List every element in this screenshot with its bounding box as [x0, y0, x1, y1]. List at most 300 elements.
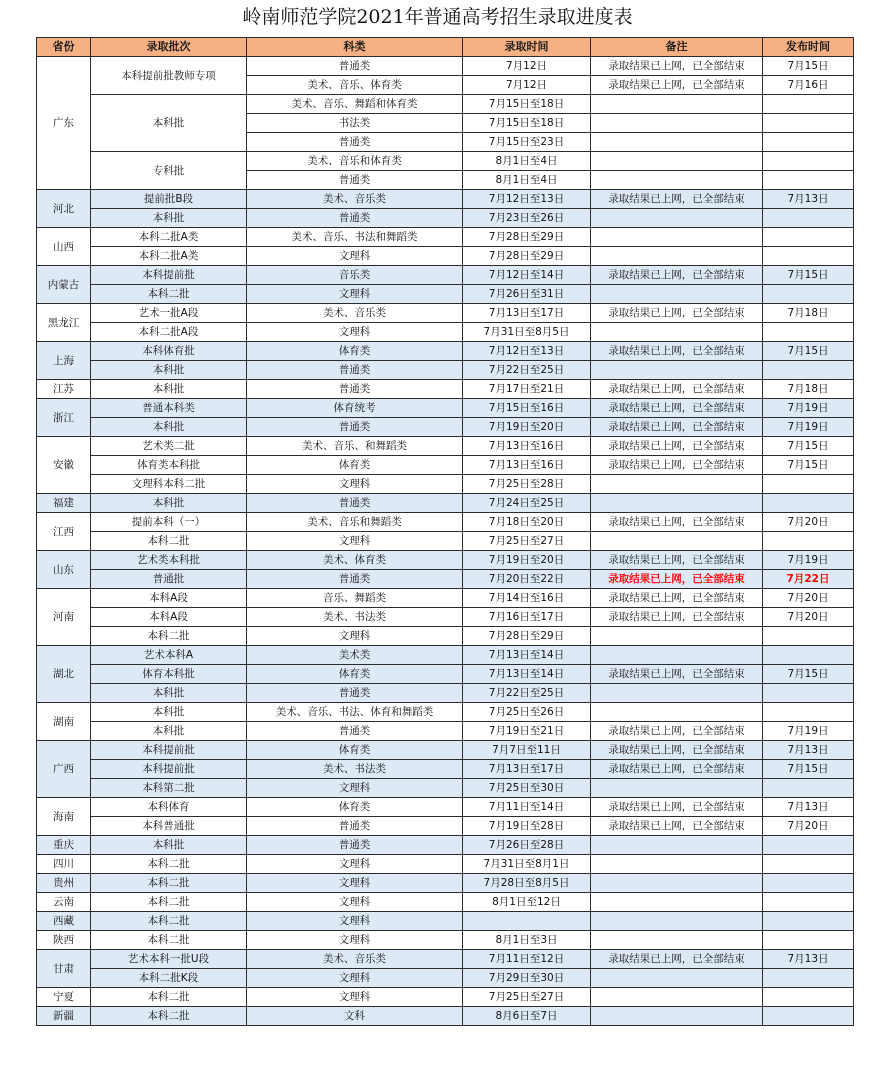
cell-note: 录取结果已上网，已全部结束 [591, 76, 763, 95]
table-row [37, 779, 854, 798]
cell-category: 文理科 [247, 855, 463, 874]
cell-category: 文理科 [247, 285, 463, 304]
cell-batch: 本科A段 [91, 608, 247, 627]
table-row [37, 190, 854, 209]
cell-publish-time: 7月20日 [763, 817, 854, 836]
cell-publish-time [763, 361, 854, 380]
table-row [37, 209, 854, 228]
table-row [37, 893, 854, 912]
cell-admission-time: 8月6日至7日 [463, 1007, 591, 1026]
cell-category: 美术、音乐和体育类 [247, 152, 463, 171]
cell-note [591, 361, 763, 380]
cell-batch: 艺术本科一批U段 [91, 950, 247, 969]
cell-category: 普通类 [247, 57, 463, 76]
cell-admission-time: 7月20日至22日 [463, 570, 591, 589]
cell-admission-time: 7月28日至8月5日 [463, 874, 591, 893]
cell-batch: 本科提前批 [91, 760, 247, 779]
cell-note [591, 836, 763, 855]
cell-publish-time [763, 133, 854, 152]
cell-batch: 本科批 [91, 361, 247, 380]
cell-province: 新疆 [37, 1007, 91, 1026]
cell-province: 河南 [37, 589, 91, 646]
table-row [37, 855, 854, 874]
table-row [37, 513, 854, 532]
cell-category: 美术、书法类 [247, 608, 463, 627]
cell-admission-time: 8月1日至12日 [463, 893, 591, 912]
cell-admission-time: 7月14日至16日 [463, 589, 591, 608]
cell-category: 文理科 [247, 912, 463, 931]
cell-admission-time: 7月25日至30日 [463, 779, 591, 798]
header-admission-time: 录取时间 [463, 38, 591, 57]
cell-admission-time: 7月15日至18日 [463, 95, 591, 114]
table-row [37, 627, 854, 646]
cell-batch: 本科提前批 [91, 741, 247, 760]
cell-publish-time [763, 836, 854, 855]
cell-admission-time: 7月7日至11日 [463, 741, 591, 760]
cell-province: 甘肃 [37, 950, 91, 988]
cell-admission-time: 7月13日至16日 [463, 456, 591, 475]
cell-publish-time: 7月19日 [763, 399, 854, 418]
cell-province: 浙江 [37, 399, 91, 437]
cell-publish-time: 7月18日 [763, 380, 854, 399]
table-row [37, 399, 854, 418]
cell-category: 体育类 [247, 741, 463, 760]
cell-batch: 本科二批A类 [91, 247, 247, 266]
cell-category: 美术、体育类 [247, 551, 463, 570]
cell-publish-time: 7月13日 [763, 190, 854, 209]
cell-admission-time: 7月13日至14日 [463, 646, 591, 665]
table-row [37, 703, 854, 722]
cell-admission-time: 7月15日至16日 [463, 399, 591, 418]
cell-batch: 本科批 [91, 836, 247, 855]
header-category: 科类 [247, 38, 463, 57]
cell-note [591, 703, 763, 722]
cell-batch: 本科A段 [91, 589, 247, 608]
cell-publish-time [763, 912, 854, 931]
cell-province: 宁夏 [37, 988, 91, 1007]
cell-category: 普通类 [247, 133, 463, 152]
cell-admission-time: 7月15日至18日 [463, 114, 591, 133]
cell-note [591, 646, 763, 665]
cell-admission-time: 7月12日至14日 [463, 266, 591, 285]
cell-province: 安徽 [37, 437, 91, 494]
cell-batch: 本科二批 [91, 931, 247, 950]
cell-province: 上海 [37, 342, 91, 380]
cell-batch: 艺术一批A段 [91, 304, 247, 323]
cell-batch: 本科批 [91, 684, 247, 703]
cell-admission-time: 8月1日至4日 [463, 152, 591, 171]
cell-publish-time [763, 114, 854, 133]
cell-note [591, 912, 763, 931]
cell-batch: 普通批 [91, 570, 247, 589]
cell-batch: 本科二批 [91, 532, 247, 551]
cell-admission-time: 7月12日 [463, 76, 591, 95]
table-row [37, 247, 854, 266]
cell-note [591, 475, 763, 494]
cell-publish-time: 7月20日 [763, 513, 854, 532]
cell-province: 云南 [37, 893, 91, 912]
cell-note [591, 285, 763, 304]
table-body [37, 57, 854, 1026]
cell-category: 美术、音乐、书法、体育和舞蹈类 [247, 703, 463, 722]
cell-note [591, 532, 763, 551]
cell-admission-time: 7月17日至21日 [463, 380, 591, 399]
cell-publish-time: 7月15日 [763, 456, 854, 475]
cell-category: 普通类 [247, 722, 463, 741]
cell-admission-time: 8月1日至3日 [463, 931, 591, 950]
cell-note: 录取结果已上网，已全部结束 [591, 760, 763, 779]
cell-category: 普通类 [247, 817, 463, 836]
cell-batch: 普通本科类 [91, 399, 247, 418]
cell-admission-time: 7月22日至25日 [463, 684, 591, 703]
cell-category: 美术、音乐、书法和舞蹈类 [247, 228, 463, 247]
cell-note [591, 1007, 763, 1026]
table-row [37, 836, 854, 855]
cell-province: 湖北 [37, 646, 91, 703]
cell-category: 普通类 [247, 209, 463, 228]
cell-publish-time [763, 874, 854, 893]
cell-note [591, 627, 763, 646]
table-row [37, 589, 854, 608]
cell-note [591, 228, 763, 247]
cell-province: 广东 [37, 57, 91, 190]
cell-category: 体育类 [247, 456, 463, 475]
cell-note: 录取结果已上网，已全部结束 [591, 817, 763, 836]
cell-publish-time [763, 171, 854, 190]
cell-category: 体育统考 [247, 399, 463, 418]
table-row [37, 228, 854, 247]
cell-publish-time [763, 931, 854, 950]
cell-note [591, 874, 763, 893]
cell-province: 河北 [37, 190, 91, 228]
header-publish-time: 发布时间 [763, 38, 854, 57]
table-row [37, 304, 854, 323]
cell-note [591, 152, 763, 171]
cell-province: 山西 [37, 228, 91, 266]
table-row [37, 152, 854, 171]
table-row [37, 285, 854, 304]
cell-admission-time: 7月19日至21日 [463, 722, 591, 741]
cell-admission-time: 7月26日至28日 [463, 836, 591, 855]
table-row [37, 608, 854, 627]
cell-batch: 本科二批 [91, 285, 247, 304]
cell-batch: 本科批 [91, 380, 247, 399]
table-row [37, 570, 854, 589]
cell-category: 书法类 [247, 114, 463, 133]
cell-category: 文理科 [247, 874, 463, 893]
cell-category: 文理科 [247, 627, 463, 646]
cell-category: 美术、书法类 [247, 760, 463, 779]
table-row [37, 665, 854, 684]
table-row [37, 931, 854, 950]
table-row [37, 95, 854, 114]
cell-note: 录取结果已上网，已全部结束 [591, 342, 763, 361]
cell-note: 录取结果已上网，已全部结束 [591, 722, 763, 741]
cell-publish-time: 7月15日 [763, 437, 854, 456]
cell-admission-time: 7月18日至20日 [463, 513, 591, 532]
cell-province: 山东 [37, 551, 91, 589]
cell-note: 录取结果已上网，已全部结束 [591, 266, 763, 285]
cell-category: 文理科 [247, 893, 463, 912]
cell-publish-time [763, 475, 854, 494]
cell-category: 文理科 [247, 475, 463, 494]
cell-note: 录取结果已上网，已全部结束 [591, 399, 763, 418]
cell-note: 录取结果已上网，已全部结束 [591, 665, 763, 684]
cell-batch: 本科批 [91, 494, 247, 513]
cell-note [591, 247, 763, 266]
cell-province: 湖南 [37, 703, 91, 741]
cell-publish-time [763, 532, 854, 551]
cell-batch: 本科二批 [91, 893, 247, 912]
page-title: 岭南师范学院2021年普通高考招生录取进度表 [242, 6, 633, 28]
table-row [37, 646, 854, 665]
cell-admission-time: 7月25日至27日 [463, 988, 591, 1007]
cell-province: 海南 [37, 798, 91, 836]
cell-batch: 本科批 [91, 722, 247, 741]
cell-batch: 本科二批A段 [91, 323, 247, 342]
cell-batch: 本科二批 [91, 874, 247, 893]
table-row [37, 760, 854, 779]
admission-progress-table [36, 37, 854, 1026]
cell-note: 录取结果已上网，已全部结束 [591, 437, 763, 456]
cell-category: 美术类 [247, 646, 463, 665]
table-row [37, 532, 854, 551]
cell-category: 美术、音乐、体育类 [247, 76, 463, 95]
cell-note [591, 969, 763, 988]
cell-publish-time: 7月15日 [763, 665, 854, 684]
cell-note [591, 988, 763, 1007]
cell-note: 录取结果已上网，已全部结束 [591, 950, 763, 969]
table-row [37, 874, 854, 893]
cell-publish-time [763, 703, 854, 722]
cell-province: 西藏 [37, 912, 91, 931]
cell-category: 音乐类 [247, 266, 463, 285]
cell-batch: 体育本科批 [91, 665, 247, 684]
cell-publish-time: 7月15日 [763, 760, 854, 779]
cell-note [591, 133, 763, 152]
cell-note: 录取结果已上网，已全部结束 [591, 570, 763, 589]
cell-note [591, 779, 763, 798]
cell-category: 普通类 [247, 684, 463, 703]
table-row [37, 266, 854, 285]
cell-category: 普通类 [247, 380, 463, 399]
cell-batch: 本科二批A类 [91, 228, 247, 247]
cell-batch: 本科二批 [91, 912, 247, 931]
cell-publish-time: 7月22日 [763, 570, 854, 589]
cell-batch: 本科二批 [91, 1007, 247, 1026]
cell-admission-time: 7月22日至25日 [463, 361, 591, 380]
table-row [37, 1007, 854, 1026]
cell-category: 普通类 [247, 361, 463, 380]
cell-admission-time: 7月28日至29日 [463, 627, 591, 646]
table-row [37, 950, 854, 969]
cell-batch: 本科体育批 [91, 342, 247, 361]
cell-province: 陕西 [37, 931, 91, 950]
cell-category: 文理科 [247, 323, 463, 342]
cell-publish-time: 7月18日 [763, 304, 854, 323]
cell-category: 普通类 [247, 418, 463, 437]
cell-category: 文理科 [247, 988, 463, 1007]
cell-admission-time: 7月13日至14日 [463, 665, 591, 684]
cell-note [591, 931, 763, 950]
cell-category: 普通类 [247, 836, 463, 855]
cell-publish-time [763, 779, 854, 798]
cell-publish-time [763, 855, 854, 874]
cell-batch: 本科批 [91, 418, 247, 437]
cell-admission-time: 7月25日至26日 [463, 703, 591, 722]
table-row [37, 361, 854, 380]
cell-publish-time [763, 323, 854, 342]
cell-note: 录取结果已上网，已全部结束 [591, 190, 763, 209]
cell-note [591, 323, 763, 342]
cell-admission-time: 7月28日至29日 [463, 228, 591, 247]
table-row [37, 494, 854, 513]
cell-category: 文理科 [247, 969, 463, 988]
cell-publish-time: 7月15日 [763, 57, 854, 76]
cell-category: 美术、音乐类 [247, 304, 463, 323]
cell-publish-time [763, 646, 854, 665]
cell-batch: 本科批 [91, 209, 247, 228]
cell-publish-time [763, 95, 854, 114]
cell-note [591, 171, 763, 190]
cell-batch: 提前本科（一） [91, 513, 247, 532]
table-header-row [37, 38, 854, 57]
cell-admission-time: 7月12日 [463, 57, 591, 76]
table-row [37, 57, 854, 76]
cell-publish-time [763, 1007, 854, 1026]
cell-province: 四川 [37, 855, 91, 874]
cell-note: 录取结果已上网，已全部结束 [591, 589, 763, 608]
cell-category: 体育类 [247, 798, 463, 817]
cell-category: 文理科 [247, 247, 463, 266]
table-row [37, 798, 854, 817]
cell-admission-time: 7月16日至17日 [463, 608, 591, 627]
cell-admission-time: 7月29日至30日 [463, 969, 591, 988]
cell-category: 音乐、舞蹈类 [247, 589, 463, 608]
cell-publish-time [763, 228, 854, 247]
cell-publish-time: 7月19日 [763, 418, 854, 437]
cell-category: 美术、音乐和舞蹈类 [247, 513, 463, 532]
cell-category: 美术、音乐类 [247, 950, 463, 969]
cell-publish-time [763, 247, 854, 266]
cell-batch: 本科批 [91, 95, 247, 152]
cell-note: 录取结果已上网，已全部结束 [591, 304, 763, 323]
cell-note: 录取结果已上网，已全部结束 [591, 57, 763, 76]
cell-publish-time: 7月16日 [763, 76, 854, 95]
cell-batch: 本科二批 [91, 627, 247, 646]
cell-publish-time [763, 209, 854, 228]
cell-note [591, 893, 763, 912]
header-batch: 录取批次 [91, 38, 247, 57]
cell-note [591, 494, 763, 513]
cell-category: 美术、音乐、舞蹈和体育类 [247, 95, 463, 114]
cell-batch: 本科二批 [91, 988, 247, 1007]
table-row [37, 969, 854, 988]
cell-batch: 艺术类本科批 [91, 551, 247, 570]
table-row [37, 323, 854, 342]
cell-province: 重庆 [37, 836, 91, 855]
cell-note: 录取结果已上网，已全部结束 [591, 608, 763, 627]
cell-note [591, 684, 763, 703]
cell-batch: 专科批 [91, 152, 247, 190]
cell-admission-time: 7月11日至12日 [463, 950, 591, 969]
cell-publish-time: 7月20日 [763, 608, 854, 627]
cell-admission-time: 7月13日至17日 [463, 760, 591, 779]
header-note: 备注 [591, 38, 763, 57]
cell-note [591, 855, 763, 874]
cell-batch: 本科二批 [91, 855, 247, 874]
table-row [37, 342, 854, 361]
cell-admission-time: 7月25日至28日 [463, 475, 591, 494]
cell-note: 录取结果已上网，已全部结束 [591, 513, 763, 532]
table-row [37, 722, 854, 741]
cell-batch: 提前批B段 [91, 190, 247, 209]
cell-admission-time: 7月23日至26日 [463, 209, 591, 228]
cell-publish-time: 7月15日 [763, 342, 854, 361]
cell-admission-time: 7月13日至17日 [463, 304, 591, 323]
cell-admission-time: 7月24日至25日 [463, 494, 591, 513]
cell-note [591, 95, 763, 114]
cell-note: 录取结果已上网，已全部结束 [591, 551, 763, 570]
cell-publish-time: 7月13日 [763, 950, 854, 969]
cell-batch: 本科提前批教师专项 [91, 57, 247, 95]
cell-admission-time: 7月31日至8月1日 [463, 855, 591, 874]
cell-admission-time: 7月19日至20日 [463, 418, 591, 437]
cell-publish-time: 7月19日 [763, 551, 854, 570]
cell-batch: 本科普通批 [91, 817, 247, 836]
cell-category: 文理科 [247, 532, 463, 551]
cell-batch: 本科体育 [91, 798, 247, 817]
cell-publish-time [763, 627, 854, 646]
cell-note: 录取结果已上网，已全部结束 [591, 380, 763, 399]
cell-admission-time: 7月12日至13日 [463, 190, 591, 209]
cell-province: 江西 [37, 513, 91, 551]
cell-province: 福建 [37, 494, 91, 513]
cell-publish-time [763, 285, 854, 304]
cell-category: 普通类 [247, 570, 463, 589]
cell-note: 录取结果已上网，已全部结束 [591, 418, 763, 437]
table-row [37, 418, 854, 437]
cell-province: 江苏 [37, 380, 91, 399]
cell-publish-time [763, 969, 854, 988]
cell-admission-time: 7月13日至16日 [463, 437, 591, 456]
cell-admission-time: 7月19日至20日 [463, 551, 591, 570]
cell-batch: 体育类本科批 [91, 456, 247, 475]
cell-admission-time: 7月11日至14日 [463, 798, 591, 817]
cell-note: 录取结果已上网，已全部结束 [591, 741, 763, 760]
cell-publish-time: 7月19日 [763, 722, 854, 741]
cell-admission-time: 7月19日至28日 [463, 817, 591, 836]
cell-admission-time: 7月12日至13日 [463, 342, 591, 361]
cell-admission-time: 8月1日至4日 [463, 171, 591, 190]
cell-category: 文理科 [247, 931, 463, 950]
cell-publish-time [763, 893, 854, 912]
cell-category: 体育类 [247, 665, 463, 684]
cell-batch: 本科二批K段 [91, 969, 247, 988]
cell-batch: 本科提前批 [91, 266, 247, 285]
cell-province: 贵州 [37, 874, 91, 893]
cell-admission-time [463, 912, 591, 931]
table-row [37, 988, 854, 1007]
table-row [37, 912, 854, 931]
cell-note [591, 209, 763, 228]
cell-note [591, 114, 763, 133]
cell-category: 普通类 [247, 171, 463, 190]
cell-category: 文理科 [247, 779, 463, 798]
cell-province: 黑龙江 [37, 304, 91, 342]
cell-publish-time: 7月15日 [763, 266, 854, 285]
cell-publish-time [763, 152, 854, 171]
